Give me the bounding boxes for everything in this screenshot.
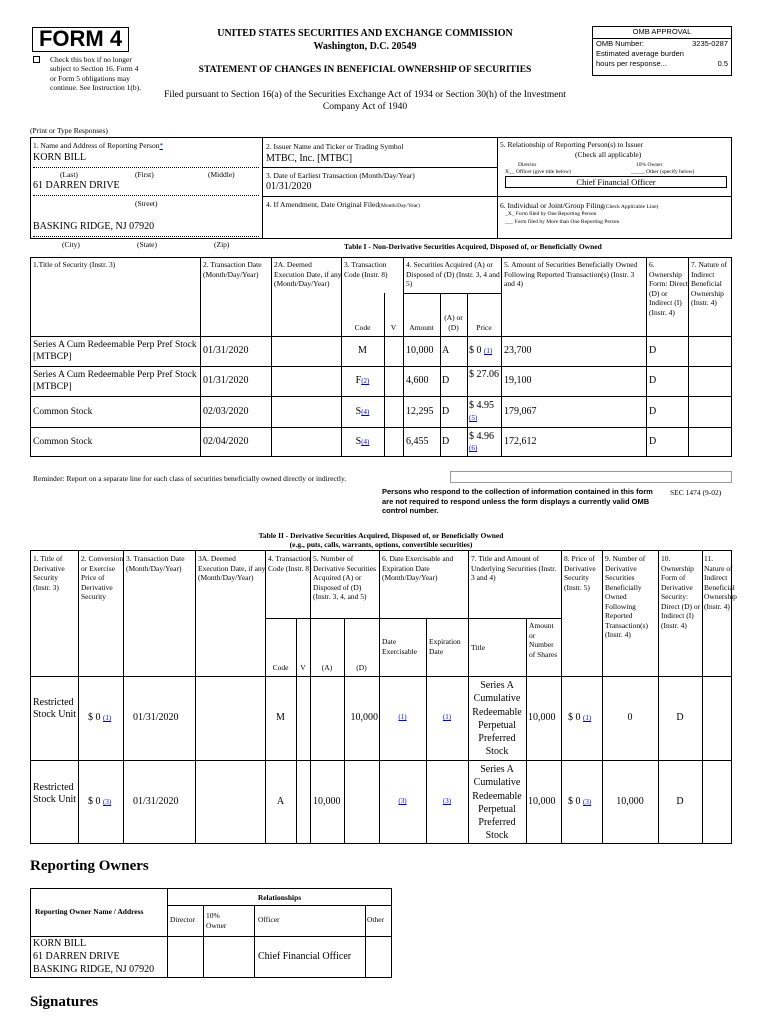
t1-header-title: 1.Title of Security (Instr. 3) [33, 260, 116, 269]
checkbox-label: Check this box if no longer subject to Section 16. Form 4 or Form 5 obligations may continue. See Instruction 1(b). [50, 55, 142, 93]
t2-row-price: $ 0 (1) [88, 712, 112, 723]
t1-header-acquired: 4. Securities Acquired (A) or Disposed of (D) (Instr. 3, 4 and 5) [406, 260, 500, 288]
filing-more-option[interactable]: ___ Form filed by More than One Reporting Person [505, 219, 620, 225]
t1-header-code: 3. Transaction Code (Instr. 8) [344, 260, 388, 279]
director-option[interactable]: Director [518, 162, 537, 168]
t2-header-price: 2. Conversion or Exercise Price of Derivative Security [81, 554, 124, 601]
burden-hours: 0.5 [717, 58, 728, 68]
col-officer: Officer [258, 915, 280, 924]
footnote-link[interactable]: * [159, 142, 163, 150]
agency-location: Washington, D.C. 20549 [313, 41, 417, 52]
signatures-title: Signatures [30, 994, 99, 1010]
footnote-link[interactable]: (4) [361, 408, 370, 416]
footnote-link[interactable]: (3) [583, 798, 592, 806]
t2-sub-title: Title [471, 643, 485, 652]
footnote-link[interactable]: (3) [103, 798, 112, 806]
t2-row-expiration-fn[interactable]: (1) [442, 713, 452, 721]
street-label: (Street) [135, 199, 158, 208]
t1-row-date: 02/03/2020 [203, 406, 249, 417]
filed-pursuant-text: Filed pursuant to Section 16(a) of the Securities Exchange Act of 1934 or Section 30(h) of the Investment Company Act of 1940 [164, 90, 566, 112]
t2-sub-code: Code [272, 663, 289, 672]
t1-sub-code: Code [354, 323, 371, 332]
t1-sub-amount: Amount [409, 323, 434, 332]
t1-row-form: D [649, 436, 657, 447]
t2-header-nature: 11. Nature of Indirect Beneficial Ownership (Instr. 4) [704, 554, 737, 611]
agency-header [165, 27, 565, 53]
footnote-link[interactable]: (4) [361, 438, 370, 446]
t2-header-deemed: 3A. Deemed Execution Date, if any (Month/Day/Year) [198, 554, 266, 582]
t2-row-title: Restricted Stock Unit [33, 697, 77, 720]
footnote-link[interactable]: (2) [361, 377, 370, 385]
t1-row-ad: D [442, 436, 450, 447]
label-earliest-date: 3. Date of Earliest Transaction (Month/Day/Year) [266, 171, 415, 180]
omb-number: 3235-0287 [692, 38, 728, 48]
t2-row-form: D [676, 712, 684, 723]
owner-city: BASKING RIDGE, NJ 07920 [33, 964, 155, 975]
t2-row-a: 10,000 [313, 796, 341, 807]
t1-row-title: Common Stock [33, 407, 93, 417]
t2-row-code: M [276, 712, 285, 723]
t2-header-form: 10. Ownership Form of Derivative Security: Direct (D) or Indirect (I) (Instr. 4) [661, 554, 701, 630]
ten-percent-option[interactable]: 10% Owner [636, 162, 663, 168]
omb-number-label: OMB Number: [596, 38, 644, 48]
t1-row-code: M [358, 345, 367, 356]
label-check-all: (Check all applicable) [575, 150, 642, 159]
t2-row-underlying-amount: 10,000 [528, 796, 556, 807]
t2-row-date: 01/31/2020 [133, 796, 179, 807]
footnote-link[interactable]: (5) [469, 414, 478, 422]
t2-header-number: 5. Number of Derivative Securities Acquired (A) or Disposed of (D) (Instr. 3, 4, and 5) [313, 554, 377, 601]
t1-row-code: S(4) [355, 406, 370, 417]
table2-title: Table II - Derivative Securities Acquired, Disposed of, or Beneficially Owned [258, 531, 504, 540]
omb-title: OMB APPROVAL [593, 27, 731, 39]
state-label: (State) [137, 240, 157, 249]
col-director: Director [170, 915, 195, 924]
col-ten-percent: 10% Owner [206, 911, 227, 930]
label-name-address: 1. Name and Address of Reporting Person* [33, 141, 163, 150]
t1-row-amount: 10,000 [406, 345, 434, 356]
officer-title-box: Chief Financial Officer [505, 176, 727, 188]
t2-sub-exercisable: Date Exercisable [382, 637, 417, 656]
t1-row-amount: 4,600 [406, 375, 429, 386]
t1-header-date: 2. Transaction Date (Month/Day/Year) [203, 260, 262, 279]
t1-row-ad: D [442, 406, 450, 417]
t1-row-amount: 12,295 [406, 406, 434, 417]
label-relationship: 5. Relationship of Reporting Person(s) to Issuer [500, 140, 644, 149]
table1-title: Table I - Non-Derivative Securities Acquired, Disposed of, or Beneficially Owned [344, 242, 602, 251]
t2-sub-expiration: Expiration Date [429, 637, 461, 656]
t2-row-title: Restricted Stock Unit [33, 782, 77, 805]
owner-name: KORN BILL [33, 938, 87, 949]
t2-row-price: $ 0 (3) [88, 796, 112, 807]
filing-one-option[interactable]: _X_ Form filed by One Reporting Person [505, 211, 597, 217]
t1-row-date: 01/31/2020 [203, 375, 249, 386]
t1-row-ad: A [442, 345, 450, 356]
label-amendment: 4. If Amendment, Date Original Filed(Month/Day/Year) [266, 200, 420, 209]
owner-officer-title: Chief Financial Officer [258, 951, 352, 962]
earliest-transaction-date: 01/31/2020 [266, 181, 312, 192]
t1-row-form: D [649, 406, 657, 417]
t1-sub-price: Price [476, 323, 492, 332]
t1-header-deemed: 2A. Deemed Execution Date, if any (Month/Day/Year) [274, 260, 342, 288]
t1-row-code: S(4) [355, 436, 370, 447]
first-label: (First) [135, 170, 154, 179]
t2-row-code: A [276, 796, 285, 807]
print-type-note: (Print or Type Responses) [30, 126, 108, 135]
t2-row-d: 10,000 [350, 712, 378, 723]
t2-row-underlying-title: Series A Cumulative Redeemable Perpetual Preferred Stock [472, 764, 522, 842]
t2-row-date: 01/31/2020 [133, 712, 179, 723]
form-title: FORM 4 [32, 27, 129, 52]
other-option[interactable]: _____ Other (specify below) [631, 169, 695, 175]
t1-row-title: Series A Cum Redeemable Perp Pref Stock [MTBCP] [33, 370, 197, 392]
persons-notice: Persons who respond to the collection of information contained in this form are not required to respond unless the form displays a currently valid OMB control number. [382, 487, 653, 515]
t2-row-exercisable-fn[interactable]: (1) [398, 713, 407, 721]
t1-row-price: $ 4.95 [469, 400, 494, 411]
t2-header-date: 3. Transaction Date (Month/Day/Year) [126, 554, 185, 573]
burden-hours-label: hours per response... [596, 58, 667, 68]
t2-row-underlying-amount: 10,000 [528, 712, 556, 723]
t1-row-form: D [649, 375, 657, 386]
t1-header-form: 6. Ownership Form: Direct (D) or Indirect (I) (Instr. 4) [649, 260, 688, 317]
street-address: 61 DARREN DRIVE [33, 180, 120, 191]
t1-row-title: Series A Cum Redeemable Perp Pref Stock [MTBCP] [33, 340, 197, 362]
t1-row-price: $ 4.96 [469, 431, 494, 442]
no-longer-subject-checkbox[interactable] [33, 56, 40, 63]
table2-subtitle: (e.g., puts, calls, warrants, options, convertible securities) [289, 540, 473, 549]
t2-row-owned: 0 [627, 712, 633, 723]
statement-title: STATEMENT OF CHANGES IN BENEFICIAL OWNERSHIP OF SECURITIES [198, 65, 532, 75]
t1-sub-v: V [390, 323, 397, 332]
burden-label: Estimated average burden [596, 48, 684, 58]
t2-sub-a: (A) [321, 663, 333, 672]
t1-row-owned: 19,100 [504, 375, 532, 386]
t2-row-owned: 10,000 [616, 796, 644, 807]
t1-sub-aord: (A) or (D) [444, 313, 463, 332]
footnote-link[interactable]: (1) [583, 714, 592, 722]
city-label: (City) [62, 240, 80, 249]
reporting-person-name: KORN BILL [33, 152, 87, 163]
city-state-zip: BASKING RIDGE, NJ 07920 [33, 221, 155, 232]
officer-option[interactable]: X__ Officer (give title below) [505, 169, 571, 175]
t2-header-exercisable: 6. Date Exercisable and Expiration Date (Month/Day/Year) [382, 554, 454, 582]
zip-label: (Zip) [214, 240, 230, 249]
middle-label: (Middle) [208, 170, 235, 179]
footnote-link[interactable]: (1) [484, 347, 493, 355]
issuer-name: MTBC, Inc. [MTBC] [266, 153, 353, 164]
footnote-link[interactable]: (1) [103, 714, 112, 722]
t2-header-code: 4. Transaction Code (Instr. 8) [268, 554, 312, 573]
label-filing: 6. Individual or Joint/Group Filing(Check Applicable Line) [500, 201, 659, 210]
t1-row-date: 02/04/2020 [203, 436, 249, 447]
label-issuer: 2. Issuer Name and Ticker or Trading Symbol [266, 142, 404, 151]
t1-row-owned: 172,612 [504, 436, 537, 447]
t1-row-amount: 6,455 [406, 436, 429, 447]
t2-row-form: D [676, 796, 684, 807]
reminder-text: Reminder: Report on a separate line for each class of securities beneficially owned directly or indirectly. [33, 474, 347, 483]
sec-number: SEC 1474 (9-02) [670, 488, 722, 497]
col-other: Other [367, 915, 385, 924]
reporting-owners-title: Reporting Owners [30, 858, 149, 874]
t2-header-underlying: 7. Title and Amount of Underlying Securities (Instr. 3 and 4) [471, 554, 557, 582]
t1-row-code: F(2) [355, 375, 370, 386]
t1-row-title: Common Stock [33, 437, 93, 447]
omb-approval-box [592, 26, 732, 76]
t2-sub-v: V [300, 663, 306, 672]
owner-street: 61 DARREN DRIVE [33, 951, 120, 962]
t2-header-title: 1. Title of Derivative Security (Instr. 3) [33, 554, 65, 592]
t1-header-nature: 7. Nature of Indirect Beneficial Ownership (Instr. 4) [691, 260, 728, 307]
t2-row-expiration-fn[interactable]: (3) [442, 797, 452, 805]
t1-row-owned: 179,067 [504, 406, 537, 417]
t1-row-date: 01/31/2020 [203, 345, 249, 356]
agency-name: UNITED STATES SECURITIES AND EXCHANGE COMMISSION [217, 28, 513, 39]
col-owner-name: Reporting Owner Name / Address [35, 907, 144, 916]
t2-header-deriv-price: 8. Price of Derivative Security (Instr. 5) [564, 554, 596, 592]
t1-row-form: D [649, 345, 657, 356]
t2-row-deriv-price: $ 0 (1) [568, 712, 592, 723]
t2-sub-d: (D) [356, 663, 367, 672]
t1-row-owned: 23,700 [504, 345, 532, 356]
t2-header-owned: 9. Number of Derivative Securities Beneficially Owned Following Reported Transaction(s) (Instr. 4) [605, 554, 649, 639]
t1-row-price: $ 27.06 [469, 369, 499, 380]
t1-header-owned: 5. Amount of Securities Beneficially Owned Following Reported Transaction(s) (Instr. 3 and 4) [504, 260, 638, 288]
t1-row-price: $ 0 (1) [469, 345, 493, 356]
last-label: (Last) [60, 170, 78, 179]
t2-sub-amount: Amount or Number of Shares [529, 621, 558, 659]
t1-row-ad: D [442, 375, 450, 386]
t2-row-exercisable-fn[interactable]: (3) [398, 797, 407, 805]
reminder-box [450, 471, 732, 483]
footnote-link[interactable]: (6) [469, 444, 478, 452]
relationships-header: Relationships [257, 893, 302, 902]
t2-row-underlying-title: Series A Cumulative Redeemable Perpetual Preferred Stock [472, 680, 522, 758]
t2-row-deriv-price: $ 0 (3) [568, 796, 592, 807]
